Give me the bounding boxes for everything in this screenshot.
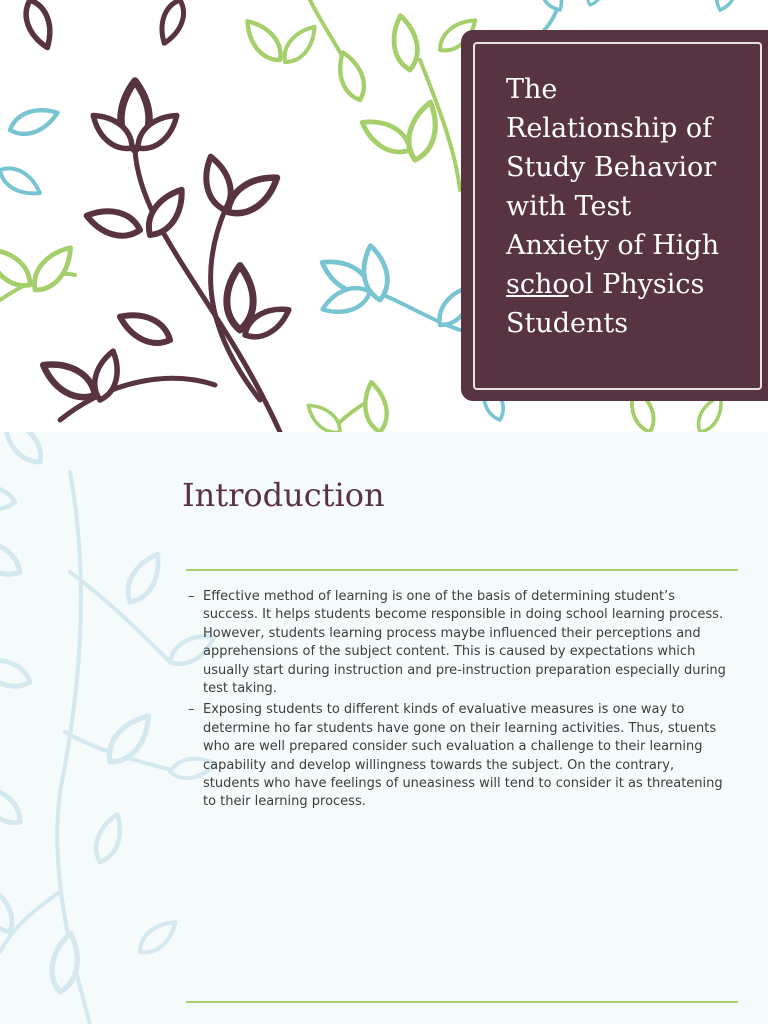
slide-heading: Introduction: [182, 476, 385, 514]
title-line: Students: [506, 308, 629, 339]
title-slide: [0, 0, 768, 432]
bottom-divider: [186, 1001, 738, 1003]
title-line: Anxiety of High: [506, 230, 720, 261]
title-line: with Test: [506, 191, 632, 222]
title-fragment: ol Physics: [568, 269, 705, 300]
title-line: [506, 265, 746, 304]
bullet-text: Effective method of learning is one of the basis of determining student’s success. It helps students become responsible in doing school learning process. However, students learning process maybe influenced their perceptions and apprehensions of the subject content. This is caused by expectations which usually start during instruction and pre-instruction preparation especially during test taking.: [203, 589, 726, 697]
title-line: Study Behavior: [506, 152, 717, 183]
top-divider: [186, 569, 738, 571]
presentation-title: [506, 70, 746, 343]
bullet-marker: –: [188, 702, 195, 718]
list-item: [188, 701, 733, 811]
title-line: Relationship of: [506, 113, 713, 144]
bullet-text: Exposing students to different kinds of evaluative measures is one way to determine ho far students have gone on their learning activities. Thus, stuents who are well prepared consider such evaluation a challenge to their learning capability and develop willingness towards the subject. On the contrary, students who have feelings of uneasiness will tend to consider it as threatening to their learning process.: [203, 702, 723, 810]
title-underlined-fragment: scho: [506, 269, 569, 300]
title-line: The: [506, 74, 558, 105]
bullet-marker: –: [188, 589, 195, 604]
list-item: [188, 588, 733, 698]
introduction-slide: [0, 432, 768, 1024]
bullet-list: [188, 588, 733, 815]
